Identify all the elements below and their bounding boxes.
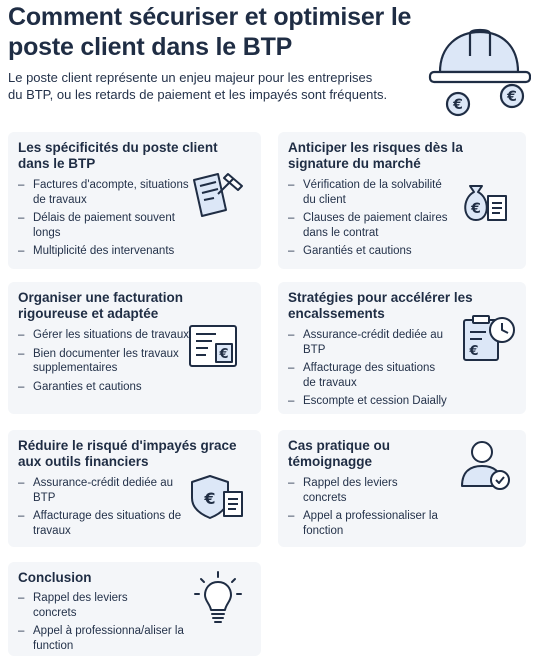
clipboard-clock-icon (460, 314, 518, 364)
card-strategies (278, 282, 526, 414)
list-item: – Factures d'acompte, situations de travaux (18, 178, 198, 207)
card-list (18, 591, 188, 657)
list-item: – Délais de paiement souvent longs (18, 211, 198, 240)
list-item: – Affacturage des situations de travaux (18, 509, 193, 538)
list-item: – Affacturage des situations de travaux (288, 361, 443, 390)
svg-text:€: € (469, 344, 479, 359)
list-item: – Vérification de la solvabilité du client (288, 178, 453, 207)
card-title: Cas pratique ou témoignagge (288, 438, 391, 469)
euro-invoice-icon (188, 324, 238, 368)
card-anticiper (278, 132, 526, 269)
list-item: – Garantiés et cautions (288, 244, 453, 259)
list-item: – Assurance-crédit dediée au BTP (18, 476, 183, 505)
list-item: – Gérer les situations de travaux (18, 328, 198, 343)
card-list (288, 328, 488, 413)
list-item: – Escompte et cession Daially (288, 394, 488, 409)
card-title: Réduire le risqué d'impayés grace aux outils financiers (18, 438, 237, 469)
card-facturation (8, 282, 261, 414)
svg-text:€: € (471, 201, 481, 217)
list-item: – Appel à professionna/aliser la function (18, 624, 188, 653)
page-title: Comment sécuriser et optimiser le poste client dans le BTP (8, 3, 412, 61)
list-item: – Bien documenter les travaux supplementaires (18, 347, 198, 376)
card-title: Stratégies pour accélérer les encalssements (288, 290, 473, 321)
card-conclusion (8, 562, 261, 656)
card-title: Les spécificités du poste client dans le BTP (18, 140, 218, 171)
card-title: Anticiper les risques dès la signature du marché (288, 140, 463, 171)
svg-text:€: € (219, 347, 229, 362)
card-title: Conclusion (18, 570, 92, 585)
shield-euro-icon (188, 474, 248, 520)
lightbulb-icon (193, 570, 243, 626)
person-check-icon (458, 438, 514, 494)
list-item: – Rappel des leviers concrets (288, 476, 413, 505)
card-title: Organiser une facturation rigoureuse et adaptée (18, 290, 184, 321)
card-cas-pratique (278, 430, 526, 547)
list-item: – Garanties et cautions (18, 380, 198, 395)
helmet-euro-icon (426, 20, 531, 118)
invoice-hammer-icon (188, 172, 250, 220)
card-list (288, 476, 468, 542)
money-bag-document-icon (456, 176, 512, 224)
card-reduire (8, 430, 261, 547)
intro-text: Le poste client représente un enjeu majeur pour les entreprises du BTP, ou les retards de paiement et les impayés sont fréquents. (8, 70, 388, 102)
card-list (18, 328, 198, 398)
card-list (18, 178, 198, 263)
list-item: – Multiplicité des intervenants (18, 244, 233, 259)
svg-text:€: € (453, 97, 463, 113)
card-specificites (8, 132, 261, 269)
list-item: – Assurance-crédit dediée au BTP (288, 328, 453, 357)
card-list (18, 476, 198, 542)
list-item: – Appel a professionaliser la fonction (288, 509, 468, 538)
card-list (288, 178, 453, 263)
svg-text:€: € (204, 489, 216, 508)
list-item: – Rappel des leviers concrets (18, 591, 163, 620)
svg-text:€: € (507, 89, 517, 105)
list-item: – Clauses de paiement claires dans le contrat (288, 211, 453, 240)
